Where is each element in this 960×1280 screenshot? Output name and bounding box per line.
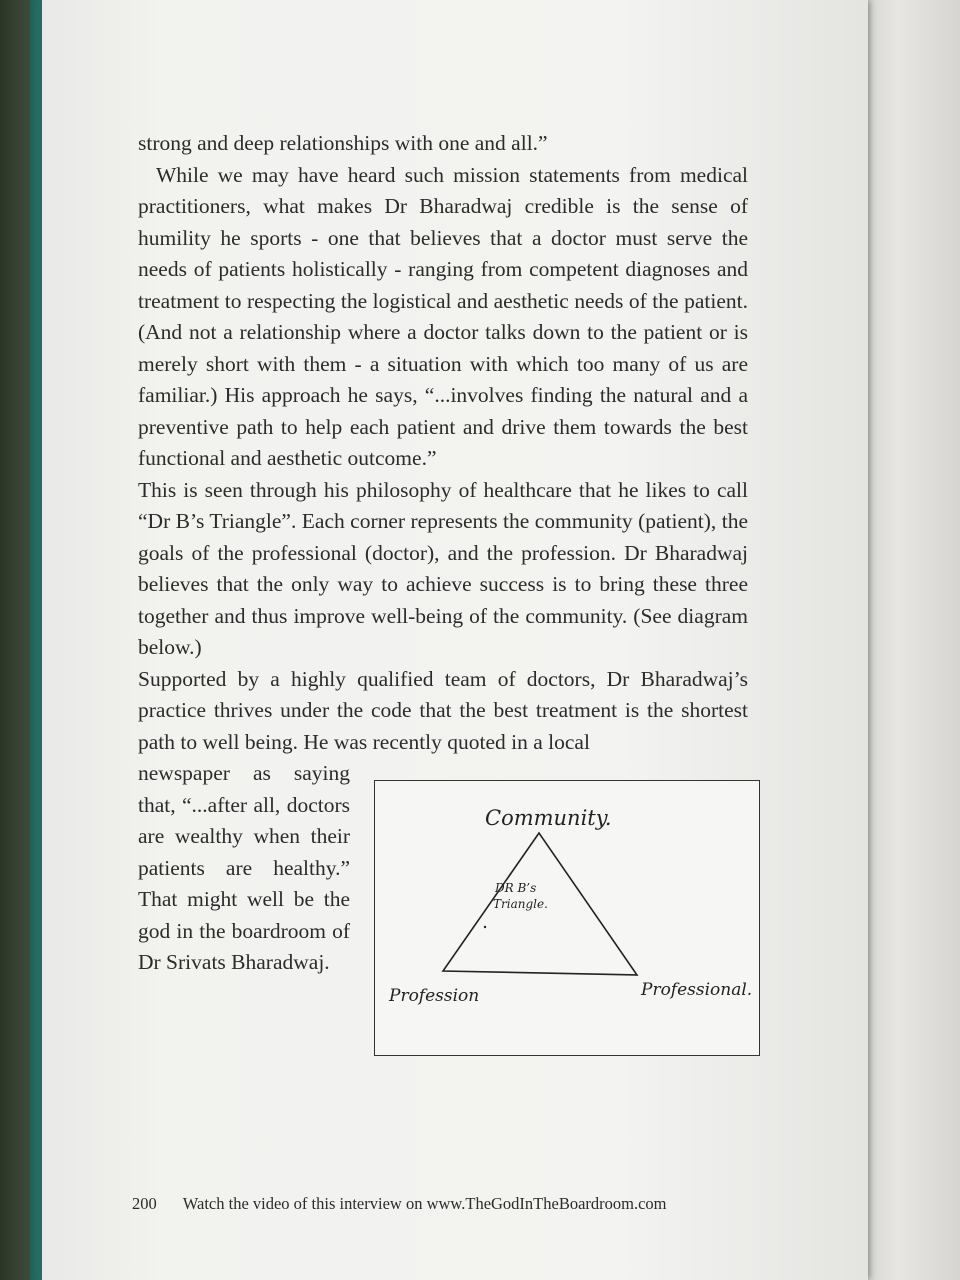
label-center-1: DR B’s: [495, 881, 537, 895]
label-professional: Professional.: [641, 980, 753, 1000]
footer-text: Watch the video of this interview on www.TheGodInTheBoardroom.com: [182, 1194, 667, 1213]
label-community: Community.: [485, 806, 612, 830]
label-profession: Profession: [389, 986, 480, 1006]
label-center-2: Triangle.: [493, 897, 548, 911]
triangle-diagram: [374, 780, 760, 1056]
paragraph-quote: newspaper as saying that, “...after all, doctors are wealthy when their patients are healthy.” That might well be the god in the boardroom of Dr Srivats Bharadwaj.: [138, 761, 350, 974]
paragraph-team: Supported by a highly qualified team of doctors, Dr Bharadwaj’s practice thrives under the code that the best treatment is the shortest path to well being. He was recently quoted in a local: [138, 666, 748, 754]
wrapped-section: [138, 758, 753, 1058]
book-page: [42, 0, 868, 1280]
triangle-dot: [484, 926, 486, 928]
adjacent-page: [855, 0, 960, 1280]
paragraph-triangle: This is seen through his philosophy of healthcare that he likes to call “Dr B’s Triangle”. Each corner represents the community (patient), the goals of the professional (doctor), and the profession. Dr Bharadwaj believes that the only way to achieve success is to bring these three together and thus improve well-being of the community. (See diagram below.): [138, 477, 748, 659]
page-footer: [132, 1194, 667, 1214]
page-number: 200: [132, 1194, 157, 1213]
paragraph-continuation: strong and deep relationships with one and all.”: [138, 131, 548, 155]
paragraph-approach: While we may have heard such mission statements from medical practitioners, what makes Dr Bharadwaj credible is the sense of humility he sports - one that believes that a doctor must serve the needs of patients holistically - ranging from competent diagnoses and treatment to respecting the logistical and aesthetic needs of the patient. (And not a relationship where a doctor talks down to the patient or is merely short with them - a situation with which too many of us are familiar.) His approach he says, “...involves finding the natural and a preventive path to help each patient and drive them towards the best functional and aesthetic outcome.”: [138, 162, 748, 470]
body-text: [138, 128, 753, 1058]
